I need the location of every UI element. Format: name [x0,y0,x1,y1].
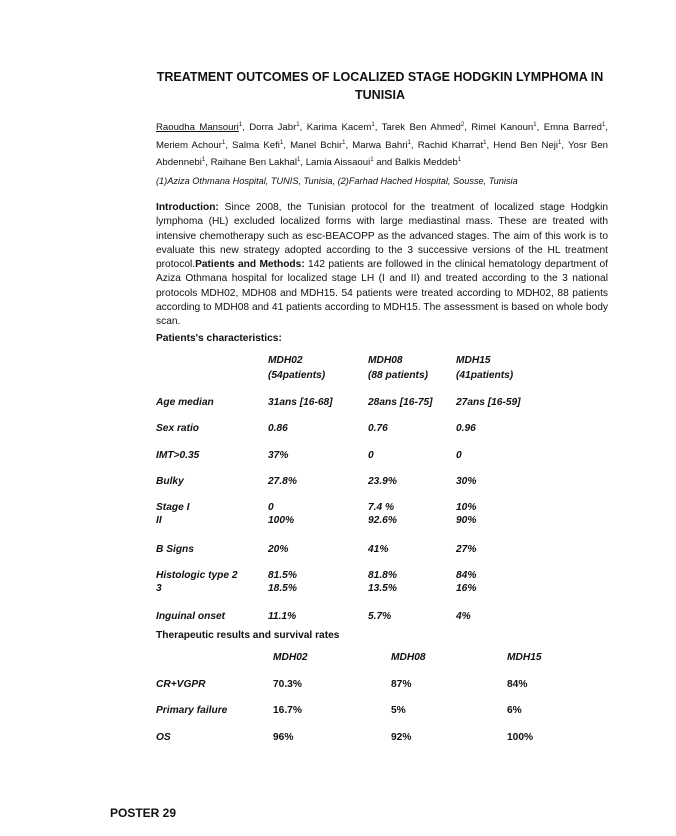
table-cell: 41% [368,544,389,555]
author-name: Rimel Kanoun [471,122,534,134]
author-name: Rachid Kharrat [417,139,484,151]
author-affiliation-mark: 1 [297,157,301,164]
table-cell: 70.3% [273,679,302,690]
table-cell: 0 [368,450,374,461]
row-label: Stage I [156,502,190,513]
paper-title: TREATMENT OUTCOMES OF LOCALIZED STAGE HODGKIN LYMPHOMA IN TUNISIA [156,70,604,102]
author-name: Hend Ben Neji [493,139,559,151]
table-cell: 0 [268,502,274,513]
column-header: MDH15 [507,652,542,663]
table-cell: 92.6% [368,515,397,526]
table-cell: 27ans [16-59] [456,397,521,408]
author-name: Karima Kacem [306,122,372,134]
column-header: MDH02 [273,652,308,663]
table-cell: 81.8% [368,570,397,581]
author-affiliation-mark: 1 [533,122,537,128]
author-affiliation-mark: 1 [296,122,300,128]
author-affiliation-mark: 1 [201,157,206,164]
author-list: Raoudha Mansouri$^1$, Dorra Jabr$^1$, Karima Kacem$^1$, Tarek Ben Ahmed$^2$, Rimel Kanoun$^1$, Emna Barred$^1$, Meriem Achour$^1$, Salma Kefi$^1$, Manel Bchir$^1$, Marwa Bahri$^1$, Rachid Kharrat$^1$, Hend Ben Neji$^1$, Yosr Ben Abdennebi$^1$, Raihane Ben Lakhal$^1$, Lamia Aissaoui$^1$ and Balkis Meddeb$^1$ [156,122,608,169]
table-cell: 30% [456,476,477,487]
author-name: Yosr Ben Abdennebi [156,139,608,169]
affiliations: (1)Aziza Othmana Hospital, TUNIS, Tunisia, (2)Farhad Hached Hospital, Sousse, Tunisia [156,176,518,186]
row-label: Age median [156,397,214,408]
characteristics-heading: Patients's characteristics: [156,333,282,344]
row-label: Sex ratio [156,423,200,434]
table-cell: 6% [507,705,522,716]
author-name: Emna Barred [543,122,602,134]
table-cell: 81.5% [268,570,297,581]
row-label: II [156,515,162,526]
intro-label: Introduction: [156,202,219,213]
author-affiliation-mark: 1 [370,157,374,164]
table-cell: 13.5% [368,583,397,594]
author-name: Marwa Bahri [352,139,408,151]
table-cell: 84% [507,679,528,690]
table-cell: 16.7% [273,705,302,716]
author-affiliation-mark: 1 [558,139,562,146]
intro-text: Since 2008, the Tunisian protocol for the treatment of localized stage Hodgkin lymphoma (HL) excluded localized forms with large mediastinal mass. These are treated with intensive chemotherapy such as esc-BEACOPP as the advanced stages. The aim of this work is to evaluate this new strategy adopted according to the 3 successive versions of the HL treatment protocol. [156,202,608,271]
table-cell: 100% [268,515,295,526]
table-cell: 5% [391,705,406,716]
row-label: OS [156,732,171,743]
table-cell: 90% [456,515,477,526]
row-label: Primary failure [156,705,228,716]
row-label: Inguinal onset [156,611,226,622]
column-header: MDH08 [391,652,426,663]
row-label: CR+VGPR [156,679,206,690]
table-cell: 0.86 [268,423,288,434]
author-affiliation-mark: 1 [221,139,226,146]
table-cell: 0.76 [368,423,388,434]
column-subheader: (41patients) [456,370,514,381]
author-name: Lamia Aissaoui [305,157,371,169]
row-label: IMT>0.35 [156,450,200,461]
column-subheader: (54patients) [268,370,326,381]
author-affiliation-mark: 1 [279,139,284,146]
author-name: Raihane Ben Lakhal [210,157,297,169]
row-label: B Signs [156,544,194,555]
abstract-body [156,201,608,330]
table-cell: 10% [456,502,477,513]
author-name: Manel Bchir [290,139,343,151]
table-cell: 11.1% [268,611,297,622]
methods-text: 142 patients are followed in the clinical hematology department of Aziza Othmana hospital for localized stage LH (I and II) and treated according to the 3 national protocols MDH02, MDH08 and MDH15. 54 patients were treated according to MDH02, 88 patients according to MDH08 and 41 patients according to MDH15. The assessment is based on whole body scan. [156,259,608,328]
row-label: 3 [156,583,162,594]
table-cell: 16% [456,583,477,594]
author-affiliation-mark: 1 [371,122,375,128]
methods-label: Patients and Methods: [195,259,305,271]
author-affiliation-mark: 2 [460,122,465,128]
table-cell: 28ans [16-75] [368,397,433,408]
poster-number: POSTER 29 [110,806,177,820]
table-cell: 31ans [16-68] [268,397,333,408]
author-affiliation-mark: 1 [457,157,462,164]
author-affiliation-mark: 1 [483,139,487,146]
column-subheader: (88 patients) [368,370,429,381]
table-cell: 18.5% [268,583,297,594]
author-name: Salma Kefi [232,139,280,151]
table-cell: 5.7% [368,611,392,622]
author-name: Tarek Ben Ahmed [381,122,461,134]
row-label: Bulky [156,476,184,487]
table-cell: 96% [273,732,294,743]
table-cell: 0 [456,450,462,461]
table-cell: 37% [268,450,289,461]
table-cell: 27% [456,544,477,555]
table-cell: 0.96 [456,423,476,434]
table-cell: 87% [391,679,412,690]
table-cell: 84% [456,570,477,581]
table-cell: 20% [268,544,289,555]
table-cell: 23.9% [368,476,397,487]
author-affiliation-mark: 1 [601,122,606,128]
table-cell: 92% [391,732,412,743]
author-name: Balkis Meddeb [394,157,458,169]
table-cell: 7.4 % [368,502,395,513]
results-heading: Therapeutic results and survival rates [156,630,340,641]
author-affiliation-mark: 1 [407,139,411,146]
column-header: MDH02 [268,355,303,366]
author-name: Raoudha Mansouri [156,122,239,134]
author-name: Meriem Achour [156,139,222,151]
author-affiliation-mark: 1 [238,122,243,128]
table-cell: 4% [456,611,471,622]
table-cell: 100% [507,732,534,743]
author-affiliation-mark: 1 [342,139,346,146]
table-cell: 27.8% [268,476,297,487]
column-header: MDH08 [368,355,403,366]
row-label: Histologic type 2 [156,570,238,581]
author-name: Dorra Jabr [249,122,297,134]
column-header: MDH15 [456,355,491,366]
